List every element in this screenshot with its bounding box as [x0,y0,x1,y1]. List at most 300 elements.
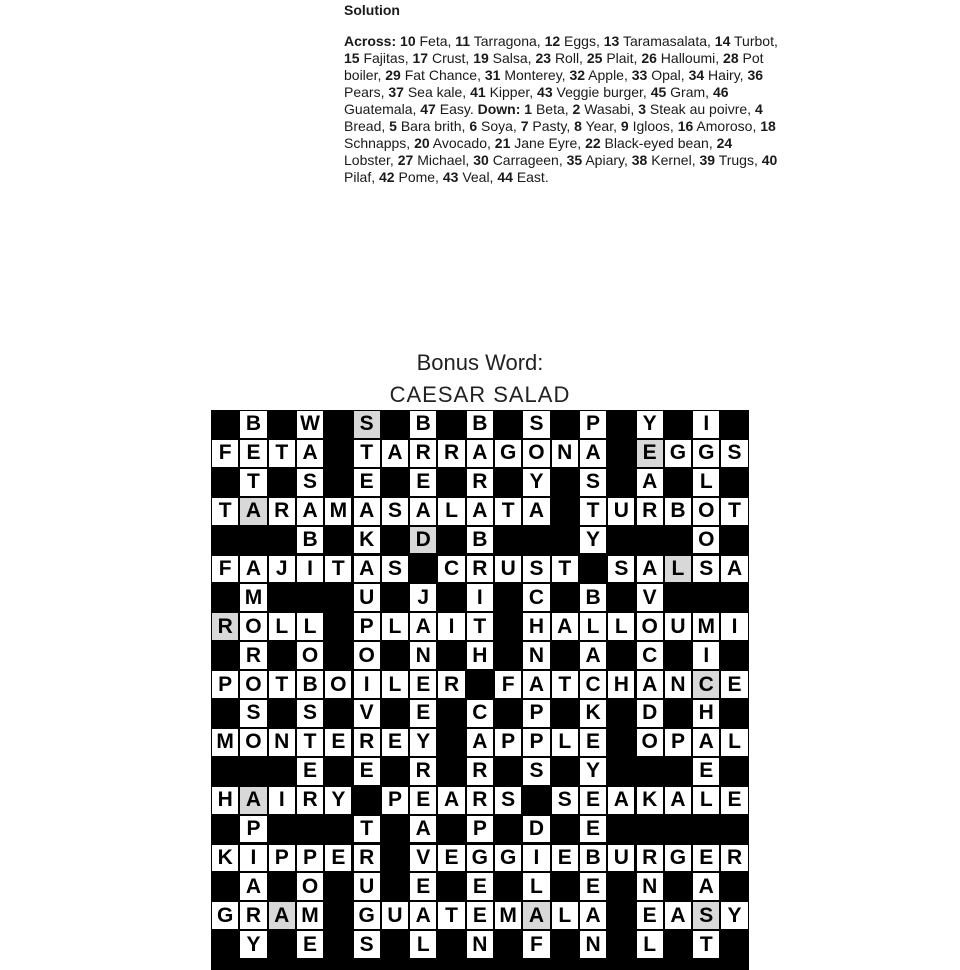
grid-cell: E [580,873,606,900]
grid-cell: L [665,556,691,583]
clue-number: 15 [344,50,360,66]
clue-answer: Opal, [651,67,685,83]
clue-number: 22 [585,135,601,151]
grid-cell: I [721,613,747,640]
grid-cell: F [212,556,238,583]
grid-cell: O [297,642,323,669]
clue-answer: Veggie burger, [556,84,647,100]
clue-answer: Year, [585,118,617,134]
grid-cell: A [240,787,266,814]
grid-cell: O [240,729,266,756]
clue-number: 13 [603,33,620,49]
grid-cell: A [665,902,691,929]
clue-answer: Gram, [670,84,710,100]
grid-cell: G [354,902,380,929]
grid-cell: R [410,758,436,785]
clue-answer: Jane Eyre, [514,135,582,151]
clue-answer: Avocado, [432,135,491,151]
grid-cell: A [637,556,663,583]
grid-cell: U [354,873,380,900]
grid-cell: S [552,787,578,814]
grid-cell: Y [721,902,747,929]
grid-cell: K [580,700,606,727]
grid-cell: Y [580,527,606,554]
grid-cell: R [240,642,266,669]
grid-cell: G [467,845,493,872]
grid-cell: G [495,440,521,467]
grid-cell: A [552,613,578,640]
grid-cell: V [354,700,380,727]
grid-cell: U [608,845,634,872]
grid-cell: Y [325,787,351,814]
grid-cell: E [297,758,323,785]
clue-number: 4 [754,101,763,117]
grid-cell: K [637,787,663,814]
grid-cell: R [467,556,493,583]
grid-cell: L [552,902,578,929]
grid-cell: P [354,613,380,640]
grid-cell: D [410,527,436,554]
clue-number: 39 [699,152,716,168]
grid-cell: A [721,556,747,583]
grid-cell: S [693,902,719,929]
grid-cell: P [580,411,606,438]
grid-cell: S [297,469,323,496]
grid-cell: Y [580,758,606,785]
grid-cell: T [467,613,493,640]
grid-cell: A [297,498,323,525]
grid-cell: E [240,440,266,467]
grid-cell: H [212,787,238,814]
grid-cell: R [212,613,238,640]
grid-cell: E [467,873,493,900]
clue-answer: Pome, [398,169,439,185]
grid-cell: G [665,440,691,467]
grid-cell: Y [637,411,663,438]
grid-cell: H [467,642,493,669]
clue-number: 38 [631,152,648,168]
grid-cell: S [608,556,634,583]
grid-cell: L [580,613,606,640]
clue-number: 10 [400,33,416,49]
grid-cell: M [495,902,521,929]
grid-cell: L [693,469,719,496]
grid-cell: E [552,845,578,872]
clue-answer: East. [516,169,549,185]
clue-number: 11 [455,33,471,49]
grid-cell: A [410,816,436,843]
grid-cell: F [523,931,549,958]
clue-number: 34 [688,67,705,83]
grid-cell: H [608,671,634,698]
clue-answer: Turbot, [734,33,778,49]
grid-cell: A [637,469,663,496]
clue-answer: Salsa, [492,50,532,66]
grid-cell: R [637,498,663,525]
grid-cell: U [608,498,634,525]
grid-cell: A [297,440,323,467]
grid-cell: N [523,642,549,669]
clue-answer: Sea kale, [407,84,467,100]
grid-cell: N [410,642,436,669]
grid-cell: C [580,671,606,698]
grid-cell: N [580,931,606,958]
grid-cell: P [523,729,549,756]
clue-number: 14 [714,33,731,49]
grid-cell: I [269,787,295,814]
grid-cell: S [354,931,380,958]
grid-cell: I [438,613,464,640]
grid-cell: S [523,556,549,583]
clue-answer: Veal, [462,169,494,185]
grid-cell: V [410,845,436,872]
grid-cell: E [410,469,436,496]
grid-cell: R [354,845,380,872]
grid-cell: I [693,642,719,669]
grid-cell: T [552,556,578,583]
grid-cell: E [467,902,493,929]
grid-cell: S [523,758,549,785]
grid-cell: O [523,440,549,467]
clue-number: 45 [650,84,667,100]
grid-cell: Y [523,469,549,496]
clue-number: 37 [388,84,404,100]
clue-answer: Easy. [439,101,474,117]
clue-number: 18 [760,118,776,134]
clue-answer: Amoroso, [696,118,757,134]
grid-cell: A [382,440,408,467]
grid-cell: B [410,411,436,438]
grid-cell: L [269,613,295,640]
grid-cell: L [382,671,408,698]
clue-number: 3 [638,101,646,117]
grid-cell: L [410,931,436,958]
grid-cell: A [608,787,634,814]
grid-cell: T [297,729,323,756]
grid-cell: E [580,816,606,843]
grid-cell: T [495,498,521,525]
grid-cell: M [212,729,238,756]
grid-cell: L [637,931,663,958]
grid-cell: G [693,440,719,467]
grid-cell: C [637,642,663,669]
clue-answer: Roll, [554,50,583,66]
clue-number: 12 [544,33,561,49]
grid-cell: B [297,527,323,554]
grid-cell: R [721,845,747,872]
grid-cell: L [693,787,719,814]
clue-number: 46 [712,84,729,100]
clue-answer: Black-eyed bean, [604,135,713,151]
grid-cell: I [297,556,323,583]
clue-answer: Pasty, [532,118,571,134]
clue-number: 6 [469,118,478,134]
clue-answer: Fat Chance, [404,67,481,83]
grid-cell: A [354,556,380,583]
grid-cell: I [523,845,549,872]
grid-cell: O [637,729,663,756]
clue-answer: Guatemala, [344,101,417,117]
clue-answer: Steak au poivre, [649,101,752,117]
grid-cell: E [721,671,747,698]
grid-cell: U [495,556,521,583]
clue-number: 5 [389,118,397,134]
clue-number: 23 [535,50,552,66]
grid-cell: E [297,931,323,958]
grid-cell: T [269,671,295,698]
clue-number: 47 [420,101,436,117]
grid-cell: O [325,671,351,698]
grid-cell: M [297,902,323,929]
grid-cell: A [410,902,436,929]
grid-cell: O [693,498,719,525]
grid-cell: R [438,440,464,467]
clue-number: 36 [747,67,764,83]
bonus-word: CAESAR SALAD [389,382,571,407]
grid-cell: A [693,873,719,900]
grid-cell: A [665,787,691,814]
solution-panel [344,2,784,186]
grid-cell: A [580,440,606,467]
grid-cell: P [269,845,295,872]
clue-number: 1 [524,101,533,117]
grid-cell: M [693,613,719,640]
grid-cell: T [580,498,606,525]
grid-cell: K [354,527,380,554]
clue-answer: Kernel, [651,152,696,168]
clue-number: 31 [484,67,501,83]
clue-number: 25 [586,50,603,66]
solution-text [344,33,784,186]
grid-cell: U [665,613,691,640]
grid-cell: A [523,671,549,698]
grid-cell: I [240,845,266,872]
grid-cell: R [438,671,464,698]
grid-cell: E [354,469,380,496]
grid-cell: N [637,873,663,900]
grid-cell: B [240,411,266,438]
grid-cell: P [212,671,238,698]
grid-cell: R [637,845,663,872]
grid-cell: F [212,440,238,467]
clue-answer: Feta, [419,33,452,49]
clue-number: 27 [397,152,414,168]
grid-cell: B [467,527,493,554]
grid-cell: V [637,584,663,611]
grid-cell: B [297,671,323,698]
grid-cell: S [495,787,521,814]
grid-cell: Y [240,931,266,958]
clue-answer: Igloos, [632,118,674,134]
clue-answer: Pears, [344,84,385,100]
grid-cell: I [467,584,493,611]
grid-cell: A [354,498,380,525]
grid-cell: A [410,613,436,640]
grid-cell: A [467,440,493,467]
grid-cell: D [637,700,663,727]
clue-answer: Fajitas, [363,50,409,66]
grid-cell: A [580,642,606,669]
clue-answer: Apple, [588,67,628,83]
grid-cell: S [523,411,549,438]
grid-cell: A [269,902,295,929]
grid-cell: E [354,758,380,785]
grid-cell: E [410,671,436,698]
clue-answer: Beta, [535,101,569,117]
solution-direction: Down: [477,101,521,117]
clue-number: 2 [572,101,581,117]
grid-cell: H [693,700,719,727]
grid-cell: G [665,845,691,872]
grid-cell: R [467,787,493,814]
bonus-label: Bonus Word: [416,350,544,375]
grid-cell: A [580,902,606,929]
clue-number: 32 [569,67,586,83]
clue-number: 19 [473,50,489,66]
clue-answer: Apiary, [585,152,628,168]
grid-cell: O [240,613,266,640]
grid-cell: Y [410,729,436,756]
clue-answer: Pilaf, [344,169,376,185]
grid-cell: D [523,816,549,843]
grid-cell: G [212,902,238,929]
grid-cell: E [693,758,719,785]
grid-cell: S [382,556,408,583]
grid-cell: S [354,411,380,438]
grid-cell: E [325,845,351,872]
grid-cell: G [495,845,521,872]
grid-cell: T [693,931,719,958]
grid-cell: M [240,584,266,611]
grid-cell: B [580,584,606,611]
grid-cell: N [665,671,691,698]
clue-answer: Pot boiler, [344,50,764,83]
grid-cell: E [325,729,351,756]
clue-number: 43 [442,169,459,185]
clue-number: 26 [641,50,657,66]
clue-answer: Taramasalata, [622,33,711,49]
clue-number: 35 [566,152,583,168]
grid-cell: T [721,498,747,525]
grid-cell: W [297,411,323,438]
clue-answer: Carrageen, [492,152,563,168]
grid-cell: R [467,469,493,496]
grid-cell: E [438,845,464,872]
clue-answer: Bara brith, [400,118,466,134]
clue-answer: Michael, [417,152,470,168]
grid-cell: A [240,498,266,525]
grid-cell: O [693,527,719,554]
grid-cell: I [354,671,380,698]
grid-cell: J [269,556,295,583]
grid-cell: R [297,787,323,814]
grid-cell: L [721,729,747,756]
solution-title: Solution [344,2,400,18]
grid-cell: C [467,700,493,727]
grid-cell: F [495,671,521,698]
grid-cell: S [721,440,747,467]
clue-answer: Lobster, [344,152,394,168]
grid-cell: P [240,816,266,843]
grid-cell: E [410,787,436,814]
clue-answer: Bread, [344,118,386,134]
clue-number: 33 [631,67,648,83]
grid-cell: K [212,845,238,872]
clue-number: 24 [716,135,733,151]
grid-cell: L [552,729,578,756]
crossword-grid [211,410,749,970]
grid-cell: A [467,729,493,756]
grid-cell: P [495,729,521,756]
grid-cell: T [325,556,351,583]
grid-cell: U [354,584,380,611]
clue-number: 29 [385,67,401,83]
clue-answer: Plait, [606,50,638,66]
grid-cell: L [297,613,323,640]
grid-cell: O [354,642,380,669]
clue-number: 20 [414,135,430,151]
grid-cell: E [382,729,408,756]
grid-cell: A [637,671,663,698]
grid-cell: E [721,787,747,814]
grid-cell: H [523,613,549,640]
grid-cell: P [523,700,549,727]
grid-cell: T [552,671,578,698]
clue-number: 44 [497,169,513,185]
grid-cell: A [438,787,464,814]
clue-number: 42 [379,169,395,185]
grid-cell: A [523,498,549,525]
grid-cell: E [693,845,719,872]
grid-cell: A [240,873,266,900]
grid-cell: E [580,729,606,756]
clue-number: 30 [473,152,489,168]
grid-cell: E [580,787,606,814]
grid-cell: R [269,498,295,525]
clue-answer: Kipper, [489,84,534,100]
grid-cell: A [240,556,266,583]
grid-cell: S [580,469,606,496]
grid-cell: M [325,498,351,525]
clue-number: 41 [470,84,486,100]
grid-cell: E [410,873,436,900]
clue-number: 40 [761,152,778,168]
grid-cell: T [240,469,266,496]
grid-cell: A [693,729,719,756]
grid-cell: B [467,411,493,438]
clue-answer: Schnapps, [344,135,411,151]
grid-cell: C [693,671,719,698]
grid-cell: E [410,700,436,727]
clue-answer: Eggs, [564,33,600,49]
clue-answer: Wasabi, [584,101,635,117]
grid-cell: N [269,729,295,756]
clue-number: 7 [520,118,529,134]
clue-answer: Monterey, [504,67,566,83]
grid-cell: L [382,613,408,640]
grid-cell: R [240,902,266,929]
grid-cell: P [382,787,408,814]
grid-cell: T [438,902,464,929]
grid-cell: R [467,758,493,785]
grid-cell: B [665,498,691,525]
grid-cell: N [467,931,493,958]
clue-answer: Crust, [431,50,470,66]
clue-number: 43 [537,84,553,100]
grid-cell: C [523,584,549,611]
clue-number: 8 [574,118,582,134]
solution-direction: Across: [344,33,397,49]
